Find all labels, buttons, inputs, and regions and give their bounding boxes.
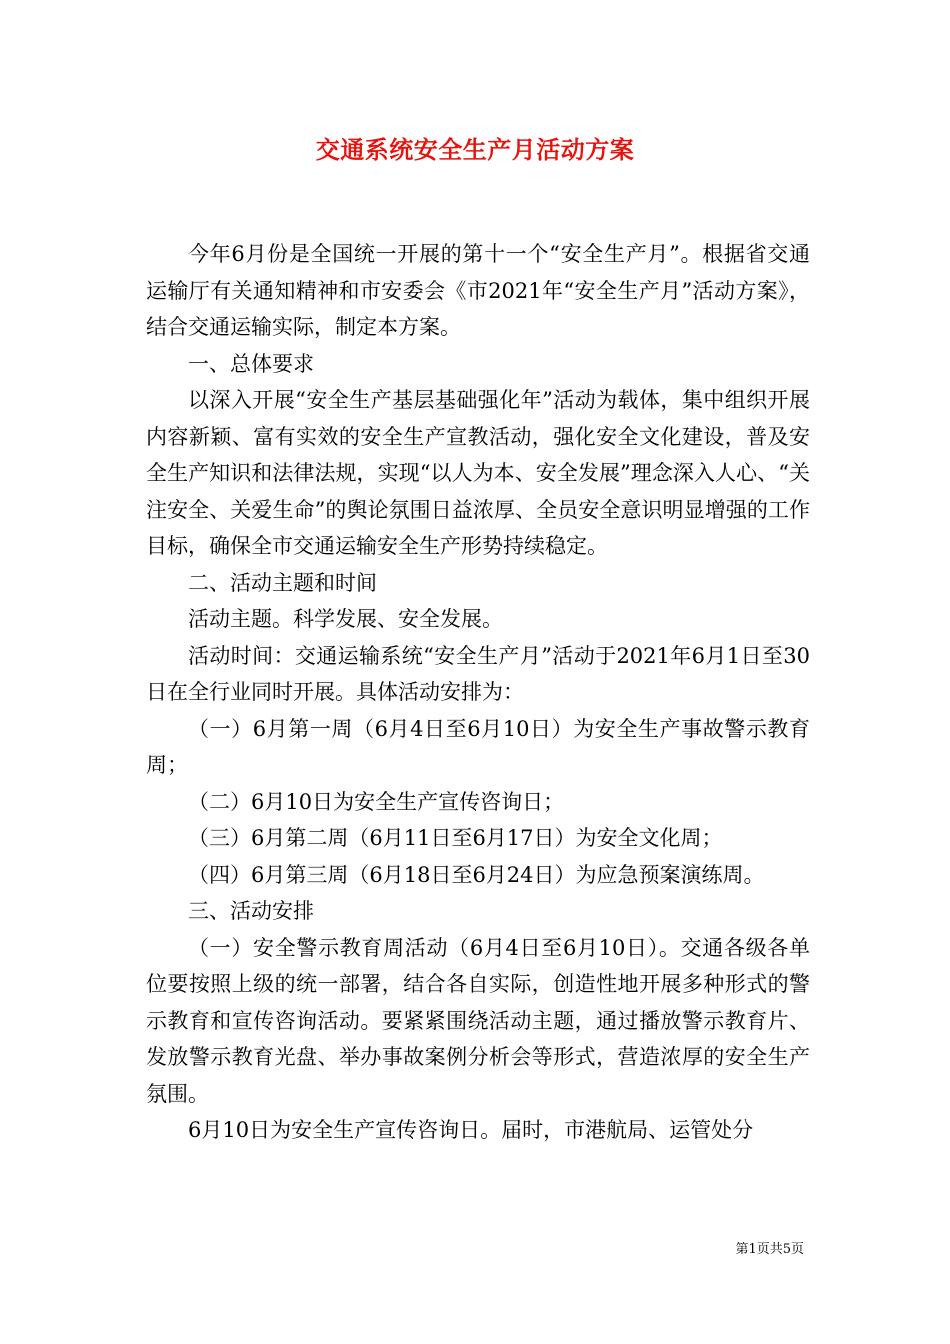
- paragraph-general-requirements: 以深入开展“安全生产基层基础强化年”活动为载体，集中组织开展内容新颖、富有实效的安全生产宣教活动，强化安全文化建设，普及安全生产知识和法律法规，实现“以人为本、安全发展”理念深入人心、“关注安全、关爱生命”的舆论氛围日益浓厚、全员安全意识明显增强的工作目标，确保全市交通运输安全生产形势持续稳定。: [146, 388, 810, 558]
- list-item-consult-day: （二）6月10日为安全生产宣传咨询日；: [188, 789, 565, 814]
- section-heading-2: 二、活动主题和时间: [188, 570, 377, 595]
- paragraph-warning-week: （一）安全警示教育周活动（6月4日至6月10日）。交通各级各单位要按照上级的统一部署，结合各自实际，创造性地开展多种形式的警示教育和宣传咨询活动。要紧紧围绕活动主题，通过播放警示教育片、发放警示教育光盘、举办事故案例分析会等形式，营造浓厚的安全生产氛围。: [146, 935, 810, 1106]
- paragraph-theme: 活动主题。科学发展、安全发展。: [188, 607, 503, 631]
- document-title: 交通系统安全生产月活动方案: [315, 135, 635, 164]
- paragraph-consult-day: 6月10日为安全生产宣传咨询日。届时，市港航局、运管处分: [188, 1118, 754, 1142]
- list-item-week-1: （一）6月第一周（6月4日至6月10日）为安全生产事故警示教育周；: [146, 716, 810, 777]
- section-heading-3: 三、活动安排: [188, 899, 314, 923]
- page-number: 第1页共5页: [735, 1242, 804, 1257]
- section-heading-1: 一、总体要求: [188, 351, 314, 376]
- paragraph-intro: 今年6月份是全国统一开展的第十一个“安全生产月”。根据省交通运输厅有关通知精神和市安委会《市2021年“安全生产月”活动方案》，结合交通运输实际，制定本方案。: [146, 242, 810, 339]
- list-item-week-3: （四）6月第三周（6月18日至6月24日）为应急预案演练周。: [188, 862, 765, 887]
- document-body: [146, 236, 810, 1149]
- list-item-week-2: （三）6月第二周（6月11日至6月17日）为安全文化周；: [188, 826, 723, 850]
- paragraph-time: 活动时间：交通运输系统“安全生产月”活动于2021年6月1日至30日在全行业同时开展。具体活动安排为：: [146, 643, 810, 704]
